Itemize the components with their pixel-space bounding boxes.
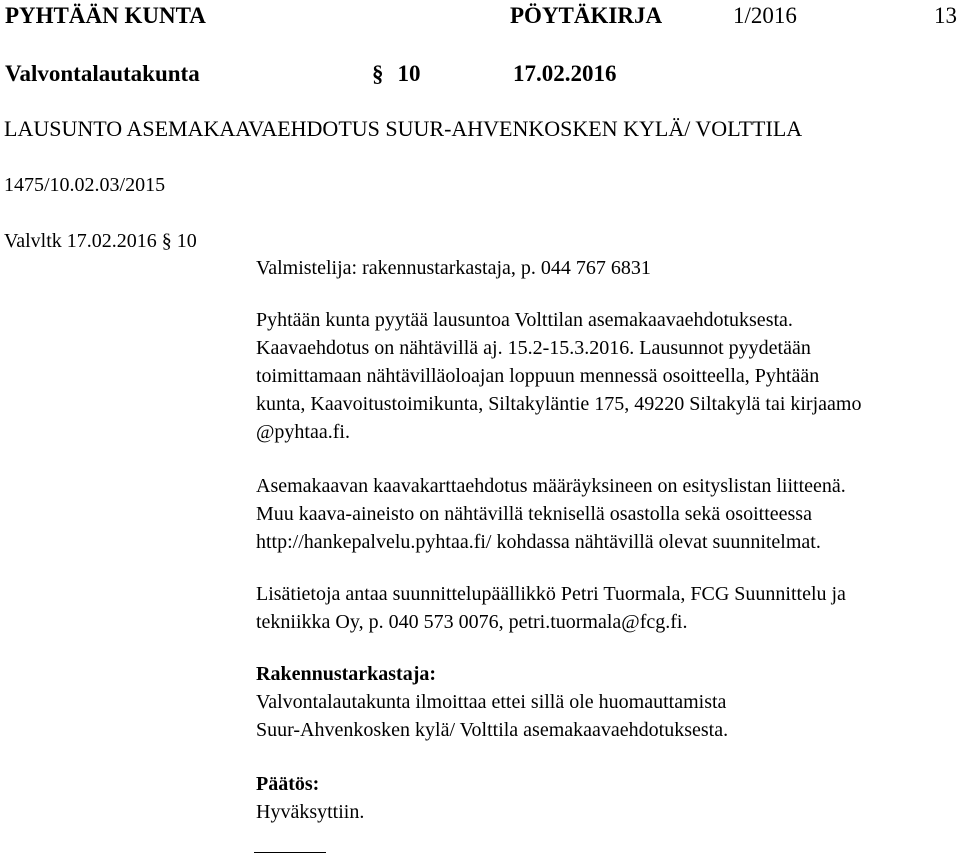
municipality-name: PYHTÄÄN KUNTA <box>5 3 206 28</box>
text-line: Asemakaavan kaavakarttaehdotus määräyksineen on esityslistan liitteenä. <box>256 475 846 497</box>
decision-paragraph <box>256 770 364 826</box>
text-line: toimittamaan nähtävilläoloajan loppuun mennessä osoitteella, Pyhtään <box>256 365 820 387</box>
text-line: Kaavaehdotus on nähtävillä aj. 15.2-15.3.2016. Lausunnot pyydetään <box>256 337 811 359</box>
text-line: Lisätietoja antaa suunnittelupäällikkö Petri Tuormala, FCG Suunnittelu ja <box>256 583 846 605</box>
board-name: Valvontalautakunta <box>5 61 200 86</box>
request-paragraph <box>256 306 861 446</box>
decision-text: Hyväksyttiin. <box>256 801 365 823</box>
meeting-date: 17.02.2016 <box>513 61 617 86</box>
text-line: @pyhtaa.fi. <box>256 421 350 443</box>
decision-heading: Päätös: <box>256 773 320 795</box>
attachment-paragraph <box>256 472 846 556</box>
section-sign: § <box>372 61 384 86</box>
text-line: Muu kaava-aineisto on nähtävillä teknisellä osastolla sekä osoitteessa <box>256 503 812 525</box>
section-number: 10 <box>397 61 421 86</box>
text-line: Pyhtään kunta pyytää lausuntoa Volttilan asemakaavaehdotuksesta. <box>256 309 793 331</box>
text-line: http://hankepalvelu.pyhtaa.fi/ kohdassa nähtävillä olevat suunnitelmat. <box>256 531 821 553</box>
preparer-text: Valmistelija: rakennustarkastaja, p. 044 767 6831 <box>256 257 651 279</box>
signature-line <box>254 852 326 853</box>
section-reference <box>372 60 421 88</box>
meeting-reference: Valvltk 17.02.2016 § 10 <box>4 230 197 252</box>
statement-heading: Rakennustarkastaja: <box>256 663 437 685</box>
text-line: kunta, Kaavoitustoimikunta, Siltakyläntie 175, 49220 Siltakylä tai kirjaamo <box>256 393 862 415</box>
document-type: PÖYTÄKIRJA <box>510 3 663 28</box>
text-line: Valvontalautakunta ilmoittaa ettei sillä ole huomauttamista <box>256 691 727 713</box>
info-paragraph <box>256 580 846 636</box>
document-number: 1/2016 <box>733 3 797 28</box>
diary-number: 1475/10.02.03/2015 <box>4 174 166 196</box>
preparer-line <box>256 254 651 282</box>
page-number: 13 <box>934 3 957 28</box>
text-line: Suur-Ahvenkosken kylä/ Volttila asemakaavaehdotuksesta. <box>256 719 729 741</box>
statement-paragraph <box>256 660 728 744</box>
text-line: tekniikka Oy, p. 040 573 0076, petri.tuormala@fcg.fi. <box>256 611 688 633</box>
document-title: LAUSUNTO ASEMAKAAVAEHDOTUS SUUR-AHVENKOSKEN KYLÄ/ VOLTTILA <box>4 116 803 141</box>
